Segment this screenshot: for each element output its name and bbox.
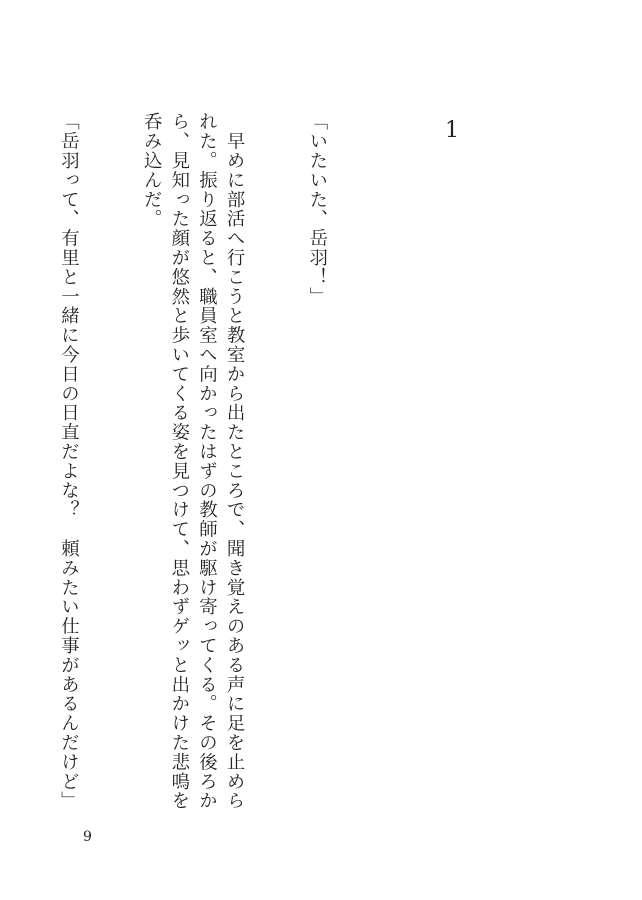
paragraph: 早めに部活へ行こうと教室から出たところで、聞き覚えのある声に足を止められた。振り返ると、職員室へ向かったはずの教師が駆け寄ってくる。その後ろから、見知った顔が悠然と歩いてくる姿を見つけて、思わずゲッと出かけた悲鳴を呑み込んだ。 (141, 112, 246, 811)
paragraph: 「岳羽って、有里と一緒に今日の日直だよな？ 頼みたい仕事があるんだけど」 (58, 112, 80, 811)
page-number: 9 (83, 829, 92, 845)
body-text (58, 112, 386, 812)
paragraph: 「いたいた、岳羽！」 (306, 112, 328, 306)
chapter-number: 1 (445, 118, 459, 143)
